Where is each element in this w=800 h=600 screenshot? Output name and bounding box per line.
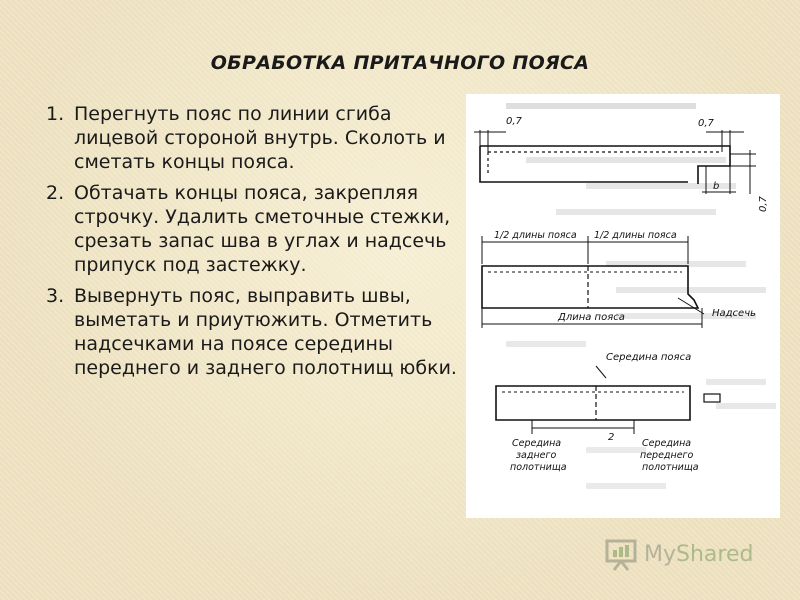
- ghost-texture: [506, 106, 776, 486]
- center-front-label-2: переднего: [640, 450, 694, 461]
- step-item: [46, 102, 466, 174]
- watermark: [604, 536, 753, 572]
- center-back-label-1: Середина: [512, 438, 562, 449]
- center-front-label-1: Середина: [642, 438, 692, 449]
- step-number: 2.: [46, 182, 65, 204]
- watermark-text-b: Shared: [676, 541, 754, 567]
- step-text: Обтачать концы пояса, закрепляя строчку. Удалить сметочные стежки, срезать запас шва в углах и надсечь припуск под застежку.: [74, 182, 451, 276]
- dim-2-label: 2: [608, 432, 615, 443]
- watermark-text-a: My: [644, 541, 677, 567]
- watermark-text: [644, 542, 753, 567]
- center-back-label-3: полотнища: [510, 462, 567, 473]
- dim-b-label: b: [713, 181, 720, 192]
- center-back-label-2: заднего: [516, 450, 557, 461]
- slide-title: ОБРАБОТКА ПРИТАЧНОГО ПОЯСА: [210, 52, 590, 74]
- dim-left-label: 0,7: [506, 116, 522, 127]
- step-text: Вывернуть пояс, выправить швы, выметать и приутюжить. Отметить надсечками на поясе середины переднего и заднего полотнищ юбки.: [74, 285, 457, 379]
- half-right-label: 1/2 длины пояса: [594, 230, 677, 241]
- belt-center-marks: [496, 366, 720, 434]
- step-text: Перегнуть пояс по линии сгиба лицевой стороной внутрь. Сколоть и сметать концы пояса.: [74, 103, 446, 173]
- step-item: [46, 284, 466, 380]
- step-number: 1.: [46, 103, 65, 125]
- dim-side-label: 0,7: [758, 196, 769, 212]
- step-item: [46, 181, 466, 277]
- length-label: Длина пояса: [558, 312, 625, 323]
- step-number: 3.: [46, 285, 65, 307]
- belt-diagram-svg: [466, 94, 780, 518]
- steps-list: [46, 102, 466, 387]
- notch-label: Надсечь: [712, 308, 757, 319]
- dim-right-label: 0,7: [698, 118, 714, 129]
- center-front-label-3: полотнища: [642, 462, 699, 473]
- half-left-label: 1/2 длины пояса: [494, 230, 577, 241]
- center-belt-label: Середина пояса: [606, 352, 692, 363]
- belt-diagram: [466, 94, 780, 518]
- presentation-board-icon: [604, 537, 638, 571]
